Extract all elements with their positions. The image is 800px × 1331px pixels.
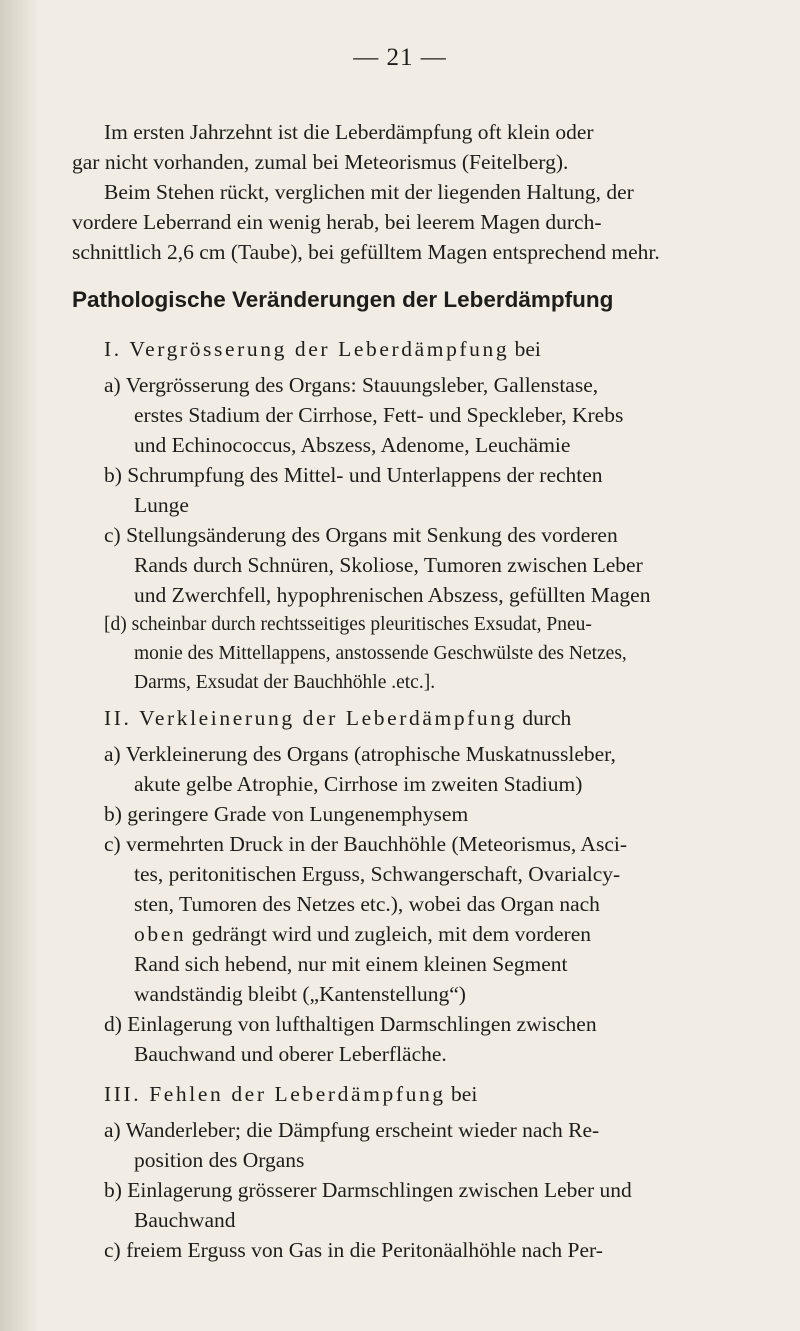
section-heading: Pathologische Veränderungen der Leberdämpfung	[72, 287, 614, 312]
section-title-spaced: III. Fehlen der Leberdämpfung	[104, 1082, 446, 1106]
intro-line: gar nicht vorhanden, zumal bei Meteorismus (Feitelberg).	[72, 150, 569, 174]
section-title-rest: bei	[509, 337, 541, 361]
list-item-cont: wandständig bleibt („Kantenstellung“)	[134, 982, 466, 1006]
section-title-rest: bei	[445, 1082, 478, 1106]
section-title-1	[104, 337, 541, 362]
text-continuation: gedrängt wird und zugleich, mit dem vorderen	[186, 922, 591, 946]
page-number: — 21 —	[353, 44, 447, 71]
list-item-cont: akute gelbe Atrophie, Cirrhose im zweiten Stadium)	[134, 772, 583, 796]
list-item: d) Einlagerung von lufthaltigen Darmschlingen zwischen	[104, 1012, 597, 1036]
section-title-3	[104, 1082, 477, 1107]
list-item-cont	[134, 922, 591, 947]
list-item-small: [d) scheinbar durch rechtsseitiges pleuritisches Exsudat, Pneu-	[104, 614, 592, 635]
list-item: a) Vergrösserung des Organs: Stauungsleber, Gallenstase,	[104, 373, 599, 397]
emphasis-oben: oben	[134, 922, 187, 946]
list-item: c) vermehrten Druck in der Bauchhöhle (Meteorismus, Asci-	[104, 832, 628, 856]
list-item-cont: Rands durch Schnüren, Skoliose, Tumoren zwischen Leber	[134, 553, 643, 577]
intro-line: schnittlich 2,6 cm (Taube), bei gefülltem Magen entsprechend mehr.	[72, 240, 660, 264]
list-item: c) Stellungsänderung des Organs mit Senkung des vorderen	[104, 523, 618, 547]
list-item-cont: erstes Stadium der Cirrhose, Fett- und Speckleber, Krebs	[134, 403, 624, 427]
list-item-cont: Bauchwand und oberer Leberfläche.	[134, 1042, 447, 1066]
list-item-cont: Lunge	[134, 493, 189, 517]
list-item-small: Darms, Exsudat der Bauchhöhle .etc.].	[134, 672, 436, 693]
list-item-cont: position des Organs	[134, 1148, 305, 1172]
section-title-rest: durch	[516, 706, 572, 730]
list-item: b) geringere Grade von Lungenemphysem	[104, 802, 469, 826]
intro-line: Im ersten Jahrzehnt ist die Leberdämpfung oft klein oder	[104, 120, 594, 144]
section-title-spaced: II. Verkleinerung der Leberdämpfung	[104, 706, 517, 730]
list-item: b) Einlagerung grösserer Darmschlingen zwischen Leber und	[104, 1178, 632, 1202]
list-item-cont: und Zwerchfell, hypophrenischen Abszess, gefüllten Magen	[134, 583, 651, 607]
list-item-cont: sten, Tumoren des Netzes etc.), wobei das Organ nach	[134, 892, 600, 916]
page-edge-shadow	[0, 0, 40, 1331]
section-title-2	[104, 706, 571, 731]
list-item-cont: tes, peritonitischen Erguss, Schwangerschaft, Ovarialcy-	[134, 862, 621, 886]
list-item-cont: Bauchwand	[134, 1208, 236, 1232]
list-item: c) freiem Erguss von Gas in die Peritonäalhöhle nach Per-	[104, 1238, 603, 1262]
list-item-small: monie des Mittellappens, anstossende Geschwülste des Netzes,	[134, 643, 627, 664]
intro-line: vordere Leberrand ein wenig herab, bei leerem Magen durch-	[72, 210, 602, 234]
section-title-spaced: I. Vergrösserung der Leberdämpfung	[104, 337, 510, 361]
list-item-cont: Rand sich hebend, nur mit einem kleinen Segment	[134, 952, 568, 976]
list-item: a) Verkleinerung des Organs (atrophische Muskatnussleber,	[104, 742, 616, 766]
list-item: a) Wanderleber; die Dämpfung erscheint wieder nach Re-	[104, 1118, 600, 1142]
list-item: b) Schrumpfung des Mittel- und Unterlappens der rechten	[104, 463, 603, 487]
list-item-cont: und Echinococcus, Abszess, Adenome, Leuchämie	[134, 433, 571, 457]
intro-line: Beim Stehen rückt, verglichen mit der liegenden Haltung, der	[104, 180, 634, 204]
